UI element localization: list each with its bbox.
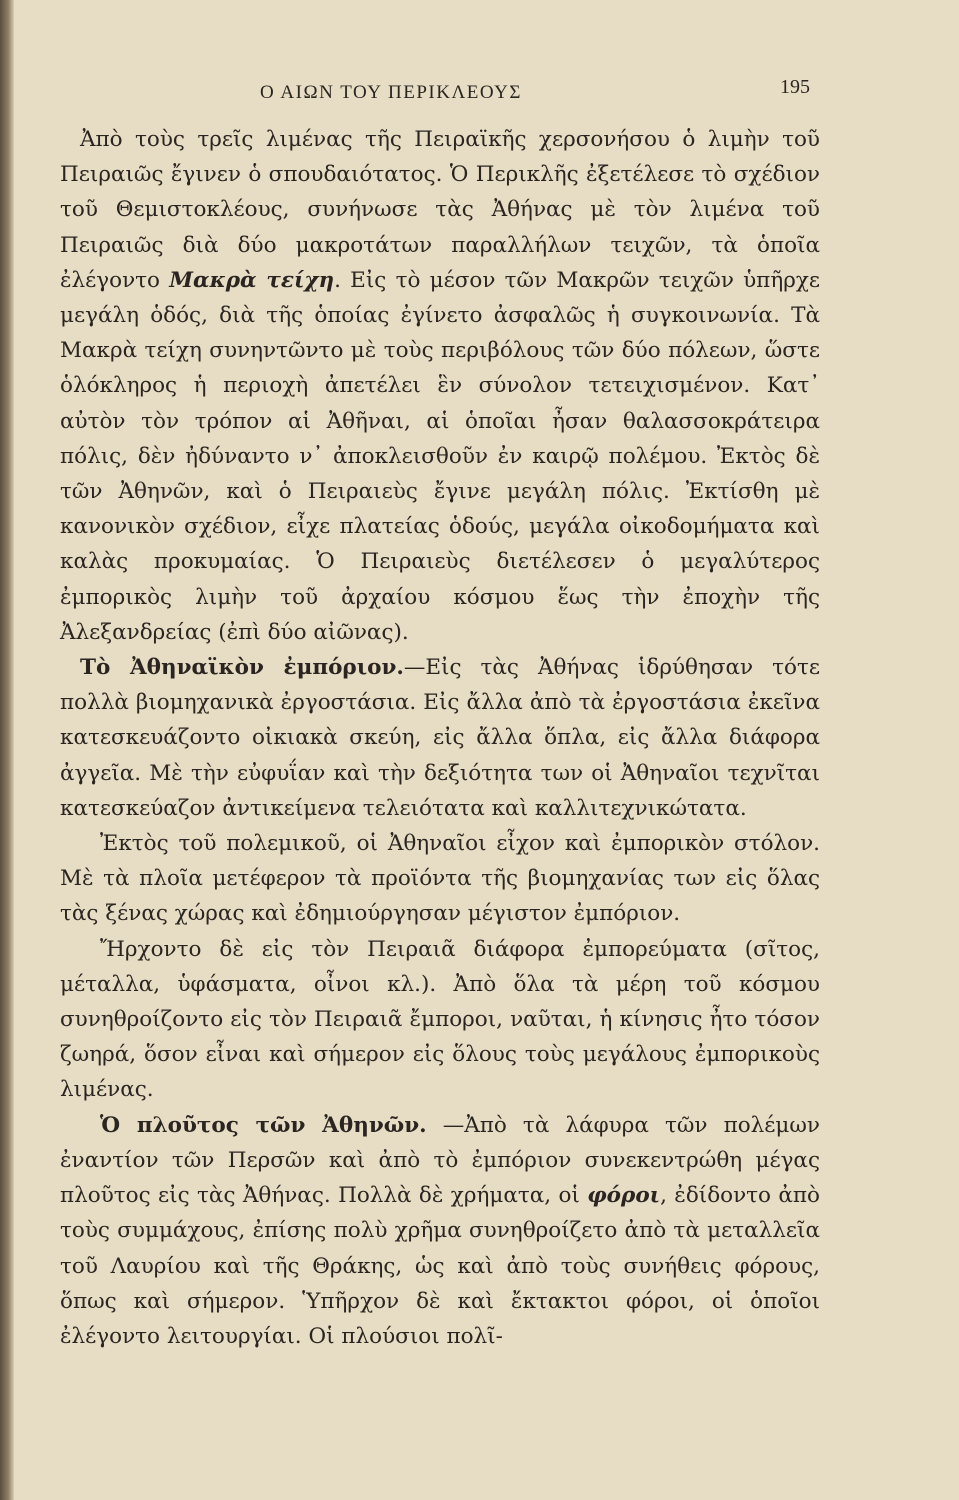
page-header <box>60 60 820 120</box>
text-run: . Εἰς τὸ μέσον τῶν Μακρῶν τειχῶν ὑπῆρχε μεγάλη ὁδός, διὰ τῆς ὁποίας ἐγίνετο ἀσφαλῶς ἡ συγκοινωνία. Τὰ Μακρὰ τείχη συνηντῶντο μὲ τοὺς περιβόλους τῶν δύο πόλεων, ὥστε ὁλόκληρος ἡ περιοχὴ ἀπετέλει ἓν σύνολον τετειχισμένον. Κατ᾿ αὐτὸν τὸν τρόπον αἱ Ἀθῆναι, αἱ ὁποῖαι ἦσαν θαλασσοκράτειρα πόλις, δὲν ἠδύναντο ν᾿ ἀποκλεισθοῦν ἐν καιρῷ πολέμου. Ἐκτὸς δὲ τῶν Ἀθηνῶν, καὶ ὁ Πειραιεὺς ἔγινε μεγάλη πόλις. Ἐκτίσθη μὲ κανονικὸν σχέδιον, εἶχε πλατείας ὁδούς, μεγάλα οἰκοδομήματα καὶ καλὰς προκυμαίας. Ὁ Πειραιεὺς διετέλεσεν ὁ μεγαλύτερος ἐμπορικὸς λιμὴν τοῦ ἀρχαίου κόσμου ἕως τὴν ἐποχὴν τῆς Ἀλεξανδρείας (ἐπὶ δύο αἰῶνας). <box>60 267 821 645</box>
page-number: 195 <box>780 76 810 98</box>
paragraph-goods <box>60 932 820 1108</box>
text-run: Ἐκτὸς τοῦ πολεμικοῦ, οἱ Ἀθηναῖοι εἶχον καὶ ἐμπορικὸν στόλον. Μὲ τὰ πλοῖα μετέφερον τὰ προϊόντα τῆς βιομηχανίας των εἰς ὅλας τὰς ξένας χώρας καὶ ἐδημιούργησαν μέγιστον ἐμπόριον. <box>60 831 820 927</box>
text-run: —Ἀπὸ τὰ λάφυρα τῶν πολέμων ἐναντίον τῶν Περσῶν καὶ ἀπὸ τὸ ἐμπόριον συνεκεντρώθη μέγας πλοῦτος εἰς τὰς Ἀθήνας. Πολλὰ δὲ χρήματα, οἱ <box>60 1112 820 1209</box>
paragraph-athenian-trade <box>60 650 820 826</box>
paragraph-piraeus <box>60 122 820 650</box>
emphasis-long-walls: Μακρὰ τείχη <box>169 267 335 293</box>
section-heading-wealth: Ὁ πλοῦτος τῶν Ἀθηνῶν. <box>100 1112 427 1138</box>
text-run: Ἤρχοντο δὲ εἰς τὸν Πειραιᾶ διάφορα ἐμπορεύματα (σῖτος, μέταλλα, ὑφάσματα, οἶνοι κλ.). Ἀπὸ ὅλα τὰ μέρη τοῦ κόσμου συνηθροίζοντο εἰς τὸν Πειραιᾶ ἔμποροι, ναῦται, ἡ κίνησις ἦτο τόσον ζωηρά, ὅσον εἶναι καὶ σήμερον εἰς ὅλους τοὺς μεγάλους ἐμπορικοὺς λιμένας. <box>60 936 820 1103</box>
book-page <box>60 60 820 1480</box>
running-title: Ο ΑΙΩΝ ΤΟΥ ΠΕΡΙΚΛΕΟΥΣ <box>260 82 522 103</box>
book-spine-shadow <box>0 0 14 1500</box>
text-run: Ἀπὸ τοὺς τρεῖς λιμένας τῆς Πειραϊκῆς χερσονήσου ὁ λιμὴν τοῦ Πειραιῶς ἔγινεν ὁ σπουδαιότατος. Ὁ Περικλῆς ἐξετέλεσε τὸ σχέδιον τοῦ Θεμιστοκλέους, συνήνωσε τὰς Ἀθήνας μὲ τὸν λιμένα τοῦ Πειραιῶς διὰ δύο μακροτάτων παραλλήλων τειχῶν, τὰ ὁποῖα ἐλέγοντο <box>60 127 820 293</box>
emphasis-tributes: φόροι <box>587 1183 661 1209</box>
paragraph-merchant-fleet <box>60 826 820 932</box>
text-run: , ἐδίδοντο ἀπὸ τοὺς συμμάχους, ἐπίσης πολὺ χρῆμα συνηθροίζετο ἀπὸ τὰ μεταλλεῖα τοῦ Λαυρίου καὶ τῆς Θράκης, ὡς καὶ ἀπὸ τοὺς συνήθεις φόρους, ὅπως καὶ σήμερον. Ὑπῆρχον δὲ καὶ ἔκτακτοι φόροι, οἱ ὁποῖοι ἐλέγοντο λειτουργίαι. Οἱ πλούσιοι πολῖ- <box>60 1183 820 1349</box>
paragraph-wealth <box>60 1108 820 1354</box>
text-run: —Εἰς τὰς Ἀθήνας ἱδρύθησαν τότε πολλὰ βιομηχανικὰ ἐργοστάσια. Εἰς ἄλλα ἀπὸ τὰ ἐργοστάσια ἐκεῖνα κατεσκευάζοντο οἰκιακὰ σκεύη, εἰς ἄλλα ὅπλα, εἰς ἄλλα διάφορα ἀγγεῖα. Μὲ τὴν εὐφυΐαν καὶ τὴν δεξιότητα των οἱ Ἀθηναῖοι τεχνῖται κατεσκεύαζον ἀντικείμενα τελειότατα καὶ καλλιτεχνικώτατα. <box>60 655 820 821</box>
body-text <box>60 122 820 1354</box>
section-heading-trade: Τὸ Ἀθηναϊκὸν ἐμπόριον. <box>80 655 404 681</box>
